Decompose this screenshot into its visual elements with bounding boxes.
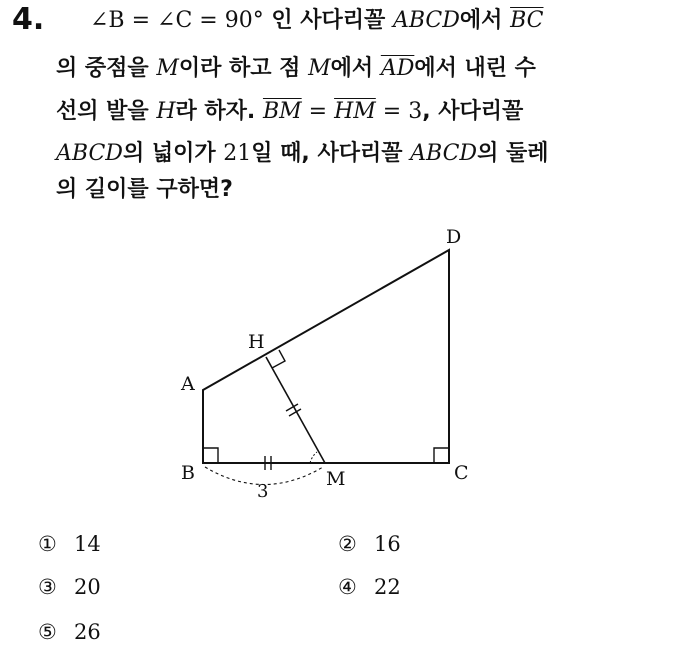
right-angle-mark-b — [203, 448, 218, 463]
label-bm-length: 3 — [257, 481, 269, 502]
label-c: C — [454, 462, 469, 484]
trapezoid-name: ABCD — [392, 8, 460, 33]
text-segment: , 사다리꼴 — [422, 99, 524, 124]
segment-hm: $\overline{HM}$ — [334, 99, 376, 124]
trapezoid-name: ABCD — [410, 141, 478, 166]
answer-choice-5[interactable] — [38, 620, 101, 644]
right-angle-mark-h — [272, 350, 285, 368]
text-segment: 일 때, 사다리꼴 — [251, 141, 411, 166]
choice-value: 16 — [374, 532, 401, 556]
text-segment: 인 사다리꼴 — [263, 8, 393, 33]
answer-choice-3[interactable] — [38, 575, 101, 599]
trapezoid-name: ABCD — [56, 141, 123, 166]
question-number: 4. — [12, 2, 45, 37]
text-segment: 선의 발을 — [56, 99, 157, 124]
point-m: M — [308, 56, 331, 81]
length-value: = 3 — [375, 99, 423, 124]
segment-mh — [266, 357, 325, 463]
choice-value: 26 — [74, 620, 101, 644]
text-segment: 에서 — [459, 8, 511, 33]
label-m: M — [326, 468, 346, 490]
choice-mark: ① — [38, 532, 57, 556]
area-value: 21 — [223, 141, 252, 166]
answer-choice-2[interactable] — [338, 532, 401, 556]
text-segment: 의 중점을 — [56, 56, 157, 81]
text-segment: 라 하자. — [175, 99, 263, 124]
segment-bm: $\overline{BM}$ — [262, 99, 302, 124]
equals-sign: = — [301, 99, 335, 124]
text-segment: 의 둘레 — [477, 141, 549, 166]
choice-mark: ④ — [338, 575, 357, 599]
point-h: H — [156, 99, 176, 124]
text-segment: 에서 — [330, 56, 381, 81]
label-b: B — [181, 462, 195, 484]
answer-choice-1[interactable] — [38, 532, 101, 556]
text-segment: 의 길이를 구하면? — [56, 177, 233, 202]
choice-mark: ② — [338, 532, 357, 556]
trapezoid-outline — [203, 250, 449, 463]
choice-mark: ⑤ — [38, 620, 57, 644]
right-angle-mark-c — [434, 448, 449, 463]
label-h: H — [248, 331, 265, 353]
label-a: A — [181, 373, 195, 395]
segment-bc: $\overline{BC}$ — [510, 8, 544, 33]
label-d: D — [446, 226, 462, 248]
text-segment: 에서 내린 수 — [414, 56, 536, 81]
choice-mark: ③ — [38, 575, 57, 599]
angle-condition: ∠B = ∠C = 90° — [90, 8, 264, 33]
angle-arc-m — [310, 452, 317, 463]
text-segment: 의 넓이가 — [122, 141, 224, 166]
segment-ad: $\overline{AD}$ — [380, 56, 415, 81]
choice-value: 22 — [374, 575, 401, 599]
choice-value: 20 — [74, 575, 101, 599]
text-segment: 이라 하고 점 — [178, 56, 309, 81]
point-m: M — [156, 56, 179, 81]
choice-value: 14 — [74, 532, 101, 556]
answer-choice-4[interactable] — [338, 575, 401, 599]
